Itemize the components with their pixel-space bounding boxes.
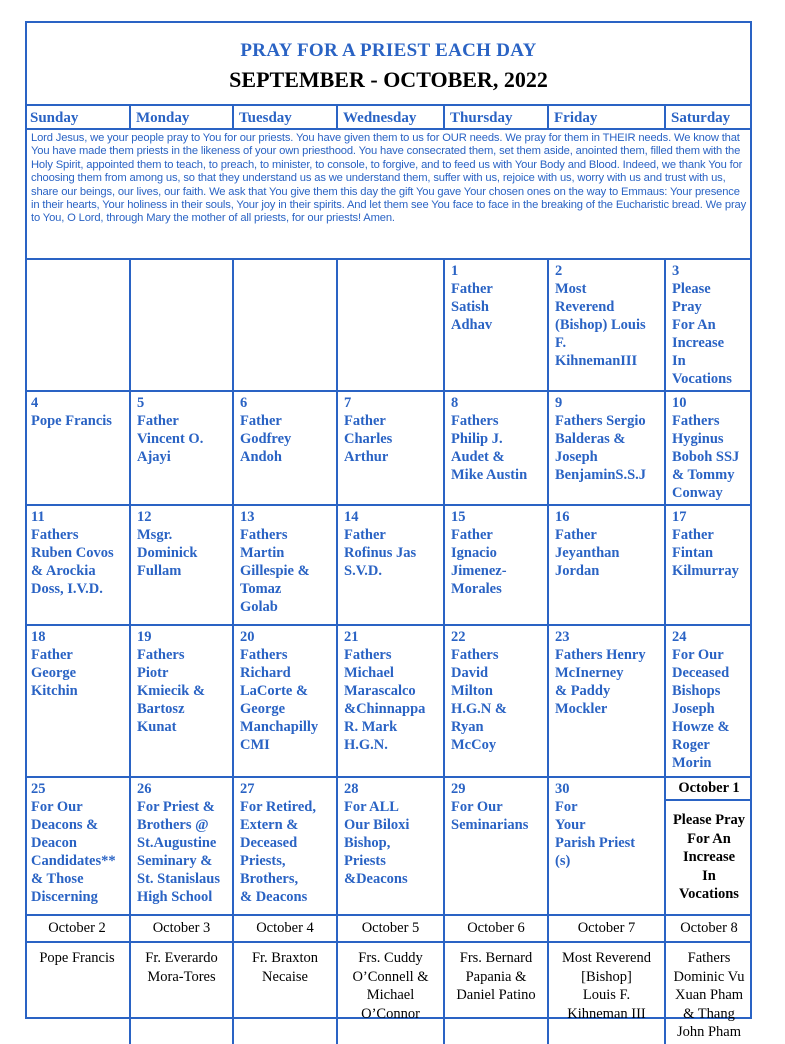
october-1-intention: Please Pray For An Increase In Vocations — [672, 812, 746, 902]
weekday-thursday: Thursday — [444, 105, 548, 129]
day-cell — [548, 259, 665, 391]
day-number: 15 — [451, 509, 466, 525]
weekday-wednesday: Wednesday — [337, 105, 444, 129]
day-number: 23 — [555, 629, 570, 645]
day-cell — [548, 505, 665, 625]
page-subtitle: SEPTEMBER - OCTOBER, 2022 — [229, 67, 548, 92]
day-cell — [444, 777, 548, 915]
day-intention: Fathers Martin Gillespie & Tomaz Golab — [240, 527, 310, 615]
day-intention: For Your Parish Priest (s) — [555, 799, 636, 869]
day-intention: For ALL Our Biloxi Bishop, Priests &Deacons — [344, 799, 410, 887]
week-row — [25, 625, 752, 777]
day-intention: Fathers Piotr Kmiecik & Bartosz Kunat — [137, 647, 206, 735]
weekday-sunday: Sunday — [25, 105, 130, 129]
day-cell — [233, 625, 337, 777]
day-intention: Father Fintan Kilmurray — [672, 527, 739, 579]
weekday-saturday: Saturday — [665, 105, 752, 129]
october-date-label: October 7 — [548, 915, 665, 942]
day-number: 7 — [344, 395, 352, 411]
prayer-text: Lord Jesus, we your people pray to You for our priests. You have given them to us for OUR needs. We pray for them in THEIR needs. We know that You have made them priests in the likeness of your own priesthood. You have consecrated them, set them aside, anointed them, filled them with the Holy Spirit, appointed them to teach, to preach, to minister, to console, to forgive, and to feed us with Your Body and Blood. Indeed, we thank You for choosing them from among us, so that they understand us as we understand them, suffer with us, rejoice with us, worry with us and trust with us, share our beings, our lives, our faith. We ask that You give them this day the gift You gave Your chosen ones on the way to Emmaus: Your presence in their hearts, Your holiness in their souls, Your joy in their spirits. And let them see You face to face in the breaking of the Eucharistic bread. We pray to You, O Lord, through Mary the mother of all priests, for our priests! Amen. — [25, 129, 752, 259]
day-number: 28 — [344, 781, 359, 797]
day-intention: Father Vincent O. Ajayi — [137, 413, 204, 465]
day-number: 16 — [555, 509, 570, 525]
day-cell — [130, 625, 233, 777]
calendar-grid — [25, 104, 752, 1044]
day-cell — [444, 259, 548, 391]
day-cell — [25, 625, 130, 777]
weekday-tuesday: Tuesday — [233, 105, 337, 129]
day-cell — [337, 625, 444, 777]
day-cell — [444, 391, 548, 505]
october-date-label: October 4 — [233, 915, 337, 942]
day-intention: Please Pray For An Increase In Vocations — [672, 281, 732, 387]
day-number: 25 — [31, 781, 46, 797]
day-intention: Father Satish Adhav — [451, 281, 493, 333]
day-intention: Most Reverend (Bishop) Louis F. KihnemanIII — [555, 281, 646, 369]
week-row — [25, 259, 752, 391]
day-cell — [25, 391, 130, 505]
day-intention: Fathers Philip J. Audet & Mike Austin — [451, 413, 528, 483]
day-intention: Pope Francis — [31, 413, 112, 429]
day-cell — [337, 505, 444, 625]
weekday-friday: Friday — [548, 105, 665, 129]
day-cell — [337, 391, 444, 505]
october-1-cell — [665, 777, 752, 915]
day-number: 11 — [31, 509, 45, 525]
october-1-label: October 1 — [666, 778, 752, 801]
day-cell — [548, 391, 665, 505]
october-intention: Fr. Braxton Necaise — [233, 942, 337, 1044]
day-number: 6 — [240, 395, 248, 411]
day-intention: Fathers Hyginus Boboh SSJ & Tommy Conway — [672, 413, 740, 501]
day-cell — [130, 259, 233, 391]
october-date-label: October 3 — [130, 915, 233, 942]
october-date-label: October 2 — [25, 915, 130, 942]
october-date-label: October 6 — [444, 915, 548, 942]
day-cell — [25, 259, 130, 391]
day-number: 2 — [555, 263, 563, 279]
october-intention: Most Reverend [Bishop] Louis F. Kihneman III — [548, 942, 665, 1044]
day-cell — [444, 625, 548, 777]
day-number: 22 — [451, 629, 466, 645]
day-cell — [130, 777, 233, 915]
page-title: PRAY FOR A PRIEST EACH DAY — [240, 40, 537, 61]
day-number: 12 — [137, 509, 152, 525]
october-intention: Fr. Everardo Mora-Tores — [130, 942, 233, 1044]
day-number: 13 — [240, 509, 255, 525]
october-intention-row — [25, 942, 752, 1044]
day-number: 26 — [137, 781, 152, 797]
day-number: 3 — [672, 263, 680, 279]
day-intention: Father Godfrey Andoh — [240, 413, 292, 465]
day-intention: Msgr. Dominick Fullam — [137, 527, 198, 579]
day-cell — [548, 625, 665, 777]
day-number: 9 — [555, 395, 563, 411]
day-number: 27 — [240, 781, 255, 797]
week-row — [25, 391, 752, 505]
day-number: 29 — [451, 781, 466, 797]
day-cell — [444, 505, 548, 625]
day-intention: For Retired, Extern & Deceased Priests, Brothers, & Deacons — [240, 799, 316, 905]
day-cell — [233, 505, 337, 625]
weekday-monday: Monday — [130, 105, 233, 129]
day-number: 20 — [240, 629, 255, 645]
october-date-label: October 8 — [665, 915, 752, 942]
day-number: 14 — [344, 509, 359, 525]
day-cell — [337, 777, 444, 915]
day-intention: Fathers Richard LaCorte & George Manchapilly CMI — [240, 647, 319, 753]
day-intention: Fathers David Milton H.G.N & Ryan McCoy — [451, 647, 507, 753]
day-intention: Father Rofinus Jas S.V.D. — [344, 527, 417, 579]
day-number: 24 — [672, 629, 687, 645]
day-intention: Father George Kitchin — [31, 647, 78, 699]
day-cell — [233, 777, 337, 915]
day-cell — [665, 391, 752, 505]
day-intention: Fathers Sergio Balderas & Joseph BenjaminS.S.J — [555, 413, 647, 483]
october-date-label: October 5 — [337, 915, 444, 942]
day-number: 18 — [31, 629, 46, 645]
day-number: 4 — [31, 395, 39, 411]
day-number: 10 — [672, 395, 687, 411]
day-cell — [233, 259, 337, 391]
day-cell — [665, 625, 752, 777]
day-cell — [130, 391, 233, 505]
day-intention: For Our Deacons & Deacon Candidates** & Those Discerning — [31, 799, 116, 905]
day-intention: Father Jeyanthan Jordan — [555, 527, 620, 579]
week-row — [25, 505, 752, 625]
october-intention: Frs. Bernard Papania & Daniel Patino — [444, 942, 548, 1044]
day-number: 17 — [672, 509, 687, 525]
day-cell — [665, 259, 752, 391]
day-cell — [548, 777, 665, 915]
week-row — [25, 777, 752, 915]
october-intention: Pope Francis — [25, 942, 130, 1044]
day-number: 30 — [555, 781, 570, 797]
day-number: 21 — [344, 629, 359, 645]
day-cell — [25, 505, 130, 625]
day-cell — [337, 259, 444, 391]
day-cell — [233, 391, 337, 505]
day-intention: Fathers Michael Marascalco &Chinnappa R. Mark H.G.N. — [344, 647, 426, 753]
weekday-header-row — [25, 105, 752, 129]
day-number: 8 — [451, 395, 459, 411]
day-intention: Father Ignacio Jimenez- Morales — [451, 527, 507, 597]
day-cell — [665, 505, 752, 625]
day-intention: Father Charles Arthur — [344, 413, 393, 465]
day-intention: Fathers Henry McInerney & Paddy Mockler — [555, 647, 646, 717]
day-intention: For Our Seminarians — [451, 799, 529, 833]
october-intention: Fathers Dominic Vu Xuan Pham & Thang John Pham — [673, 950, 745, 1040]
day-intention: For Priest & Brothers @ St.Augustine Seminary & St. Stanislaus High School — [137, 799, 221, 905]
day-number: 1 — [451, 263, 459, 279]
october-intention: Frs. Cuddy O’Connell & Michael O’Connor — [337, 942, 444, 1044]
october-label-row — [25, 915, 752, 942]
day-number: 19 — [137, 629, 152, 645]
day-intention: Fathers Ruben Covos & Arockia Doss, I.V.D. — [31, 527, 114, 597]
day-cell — [25, 777, 130, 915]
day-number: 5 — [137, 395, 145, 411]
day-intention: For Our Deceased Bishops Joseph Howze & Roger Morin — [672, 647, 730, 771]
day-cell — [130, 505, 233, 625]
